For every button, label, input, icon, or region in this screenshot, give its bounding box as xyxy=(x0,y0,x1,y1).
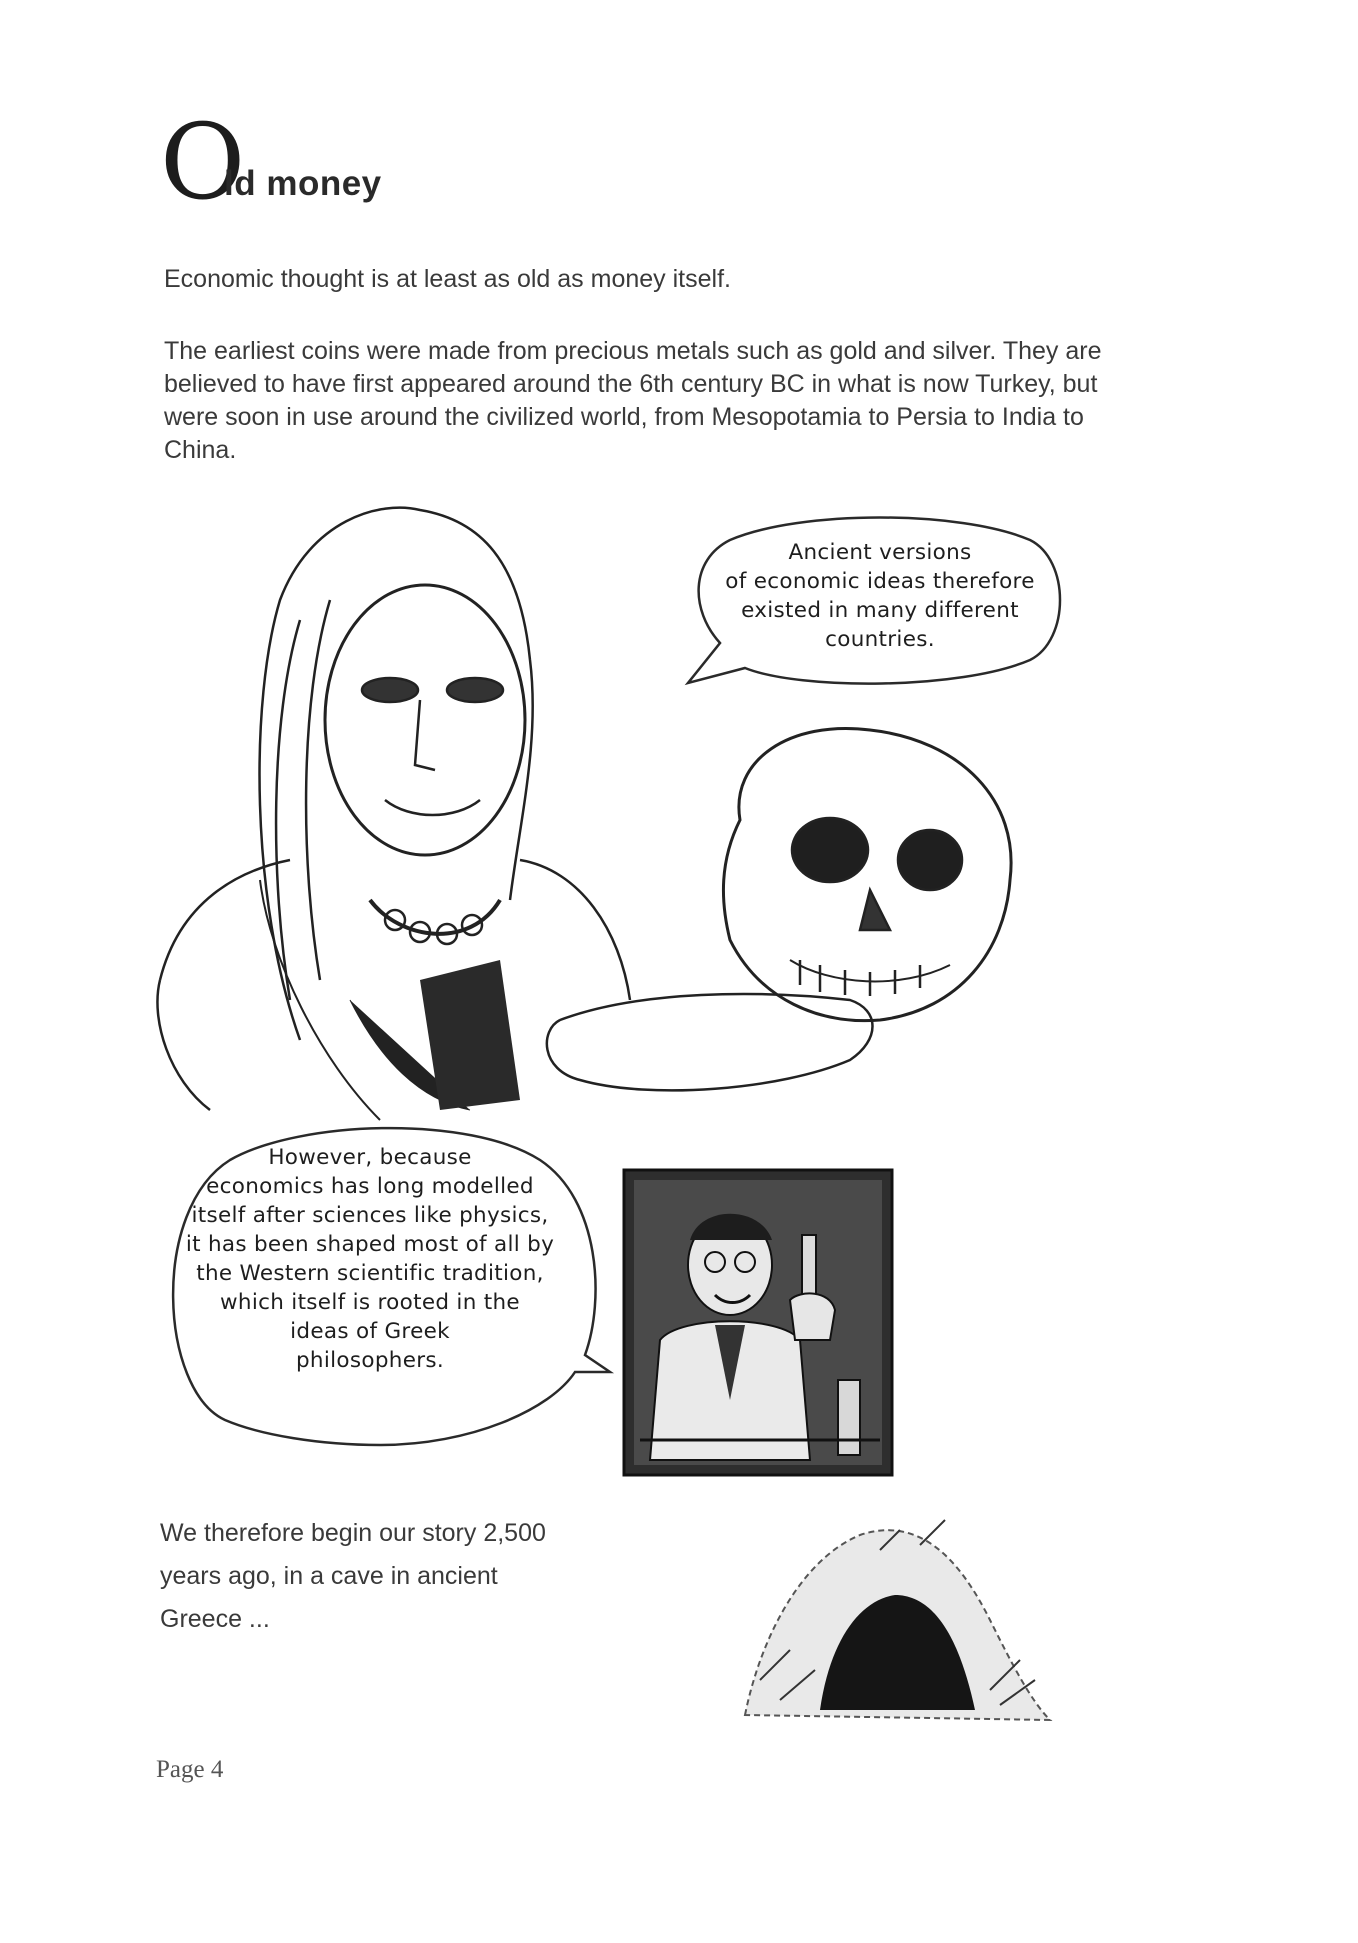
intro-paragraph: Economic thought is at least as old as money itself. xyxy=(164,265,731,293)
top-bubble-text: Ancient versions of economic ideas therefore existed in many different countries. xyxy=(725,540,1035,652)
page-number: Page 4 xyxy=(156,1756,224,1783)
scientist-illustration xyxy=(624,1170,892,1475)
heading-title: ld money xyxy=(224,164,382,203)
coins-paragraph: The earliest coins were made from precious metals such as gold and silver. They are believed to have first appeared around the 6th century BC in what is now Turkey, but were soon in use around the civilized world, from Mesopotamia to Persia to India to China. xyxy=(164,337,1102,464)
cave-illustration xyxy=(745,1520,1050,1720)
heading-drop-cap: O xyxy=(160,101,246,223)
closing-paragraph: We therefore begin our story 2,500 years ago, in a cave in ancient Greece ... xyxy=(160,1519,546,1633)
bottom-bubble-text: However, because economics has long modelled itself after sciences like physics, it has been shaped most of all by the Western scientific tradition, which itself is rooted in the ideas of Greek philosophers. xyxy=(185,1145,555,1373)
